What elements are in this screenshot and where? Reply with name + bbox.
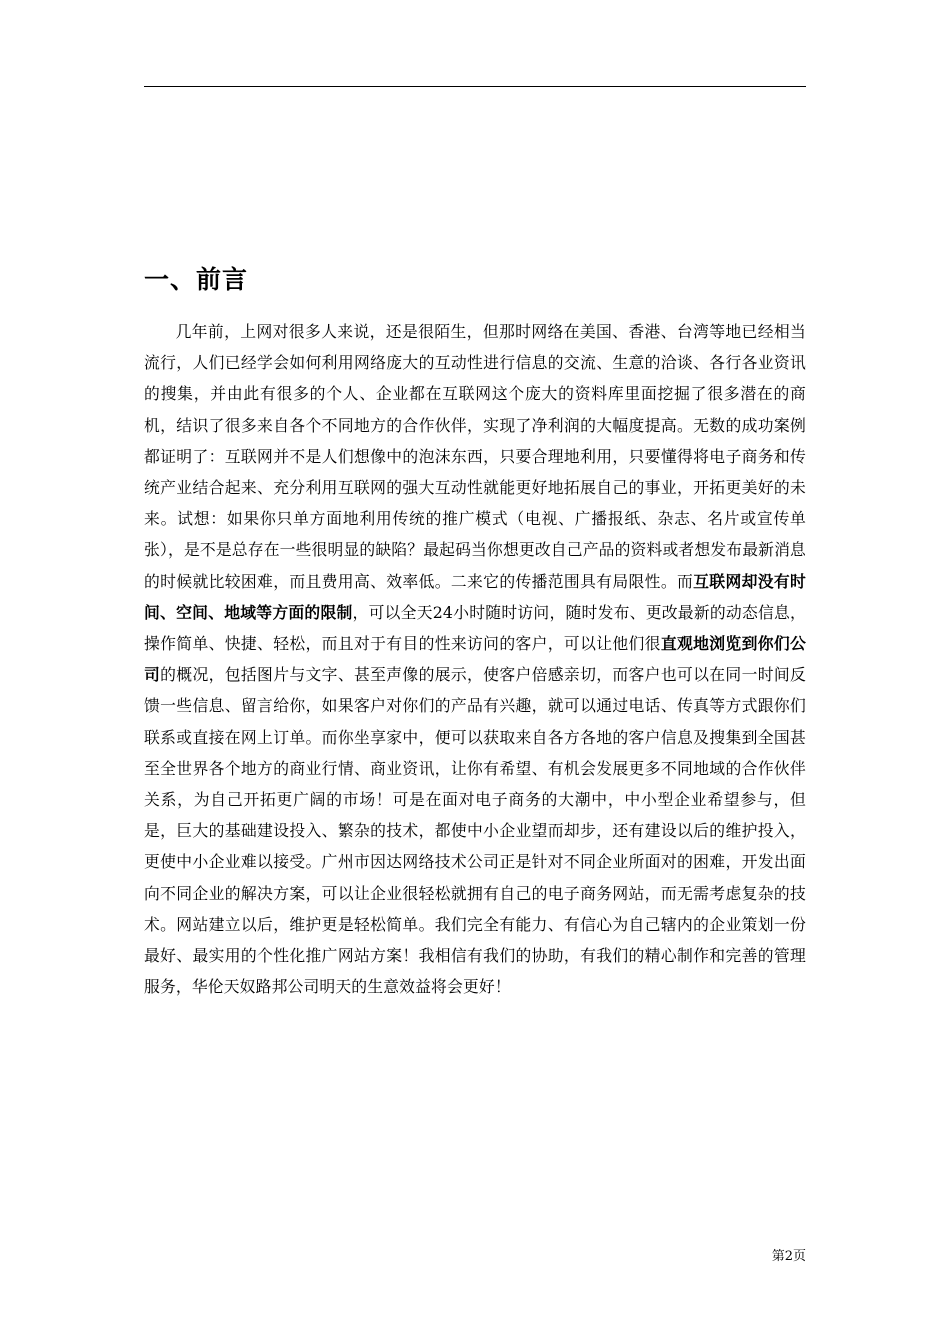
body-text: 几年前，上网对很多人来说，还是很陌生，但那时网络在美国、香港、台湾等地已经相当流行，人们已经学会如何利用网络庞大的互动性进行信息的交流、生意的洽谈、各行各业资讯的搜集，并由此有很多的个人、企业都在互联网这个庞大的资料库里面挖掘了很多潜在的商机，结识了很多来自各个不同地方的合作伙伴，实现了净利润的大幅度提高。无数的成功案例都证明了：互联网并不是人们想像中的泡沫东西，只要合理地利用，只要懂得将电子商务和传统产业结合起来、充分利用互联网的强大互动性就能更好地拓展自己的事业，开拓更美好的未来。试想：如果你只单方面地利用传统的推广模式（电视、广播报纸、杂志、名片或宣传单张），是不是总存在一些很明显的缺陷？最起码当你想更改自己产品的资料或者想发布最新消息的时候就比较困难，而且费用高、效率低。二来它的传播范围具有局限性。而 xyxy=(144,322,806,591)
emphasis-no-limits: 互联网却没有时间、空间、地域等方面的限制 xyxy=(144,571,806,622)
page-number: 第2页 xyxy=(771,1249,806,1264)
header-rule xyxy=(144,86,806,87)
emphasis-browse-company: 直观地浏览到你们公司 xyxy=(144,634,806,685)
body-paragraph xyxy=(144,316,806,1002)
body-text: ，可以全天24小时随时访问，随时发布、更改最新的动态信息，操作简单、快捷、轻松，而且对于有目的性来访问的客户，可以让他们很 xyxy=(144,602,807,654)
section-heading: 一、前言 xyxy=(144,265,249,294)
body-text: 的概况，包括图片与文字、甚至声像的展示，使客户倍感亲切，而客户也可以在同一时间反馈一些信息、留言给你，如果客户对你们的产品有兴趣，就可以通过电话、传真等方式跟你们联系或直接在网上订单。而你坐享家中，便可以获取来自各方各地的客户信息及搜集到全国甚至全世界各个地方的商业行情、商业资讯，让你有希望、有机会发展更多不同地域的合作伙伴关系，为自己开拓更广阔的市场！可是在面对电子商务的大潮中，中小型企业希望参与，但是，巨大的基础建设投入、繁杂的技术，都使中小企业望而却步，还有建设以后的维护投入，更使中小企业难以接受。广州市因达网络技术公司正是针对不同企业所面对的困难，开发出面向不同企业的解决方案，可以让企业很轻松就拥有自己的电子商务网站，而无需考虑复杂的技术。网站建立以后，维护更是轻松简单。我们完全有能力、有信心为自己辖内的企业策划一份最好、最实用的个性化推广网站方案！我相信有我们的协助，有我们的精心制作和完善的管理服务，华伦天奴路邦公司明天的生意效益将会更好！ xyxy=(144,665,806,997)
